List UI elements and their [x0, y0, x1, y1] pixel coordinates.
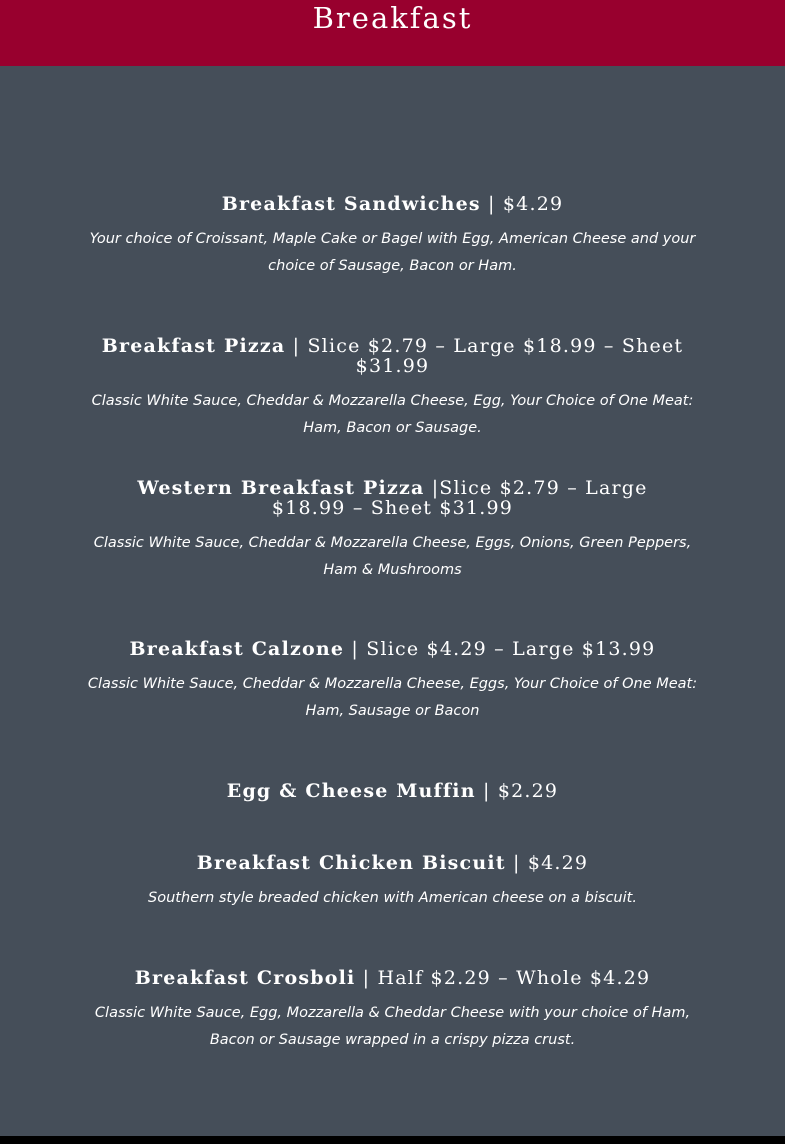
menu-item-title: [98, 781, 688, 801]
menu-item-western-breakfast-pizza: [0, 478, 785, 584]
menu-item-title: [98, 968, 688, 988]
menu-item-name: Western Breakfast Pizza: [137, 477, 425, 499]
menu-item-title: [98, 853, 688, 873]
menu-item-price: | $4.29: [480, 193, 564, 215]
menu-item-breakfast-pizza: [0, 336, 785, 442]
menu-item-title: [98, 639, 688, 659]
page-header: [0, 0, 785, 66]
menu-item-name: Breakfast Calzone: [129, 638, 345, 660]
menu-item-description: Your choice of Croissant, Maple Cake or Bagel with Egg, American Cheese and your choice of Sausage, Bacon or Ham.: [89, 231, 696, 274]
page-title: Breakfast: [312, 1, 473, 35]
menu-item-price: | Slice $4.29 – Large $13.99: [344, 638, 656, 660]
menu-item-description: Classic White Sauce, Egg, Mozzarella & Cheddar Cheese with your choice of Ham, Bacon or Sausage wrapped in a crispy pizza crust.: [94, 1005, 691, 1048]
footer-bar: [0, 1136, 785, 1144]
menu-item-description: Classic White Sauce, Cheddar & Mozzarella Cheese, Eggs, Your Choice of One Meat: Ham, Sausage or Bacon: [87, 676, 698, 719]
menu-item-price: |Slice $2.79 – Large $18.99 – Sheet $31.99: [271, 477, 648, 519]
menu-item-price: | Half $2.29 – Whole $4.29: [355, 967, 651, 989]
menu-item-breakfast-crosboli: [0, 968, 785, 1054]
menu-item-title: [93, 336, 693, 376]
menu-item-breakfast-calzone: [0, 639, 785, 725]
menu-item-breakfast-sandwiches: [0, 194, 785, 280]
menu-item-breakfast-chicken-biscuit: [0, 853, 785, 912]
menu-item-name: Breakfast Sandwiches: [221, 193, 481, 215]
menu-item-description: Classic White Sauce, Cheddar & Mozzarella Cheese, Egg, Your Choice of One Meat: Ham, Bacon or Sausage.: [91, 393, 694, 436]
menu-item-title: [98, 194, 688, 214]
menu-item-price: | $2.29: [475, 780, 559, 802]
menu-item-description: Classic White Sauce, Cheddar & Mozzarella Cheese, Eggs, Onions, Green Peppers, Ham & Mushrooms: [93, 535, 692, 578]
menu-item-title: [103, 478, 683, 518]
menu-item-name: Egg & Cheese Muffin: [226, 780, 476, 802]
menu-item-price: | Slice $2.79 – Large $18.99 – Sheet $31.99: [285, 335, 684, 377]
menu-item-egg-cheese-muffin: [0, 781, 785, 801]
menu-item-name: Breakfast Chicken Biscuit: [196, 852, 506, 874]
menu-item-name: Breakfast Pizza: [101, 335, 286, 357]
menu-item-name: Breakfast Crosboli: [134, 967, 356, 989]
breakfast-menu: [0, 66, 785, 1136]
menu-item-price: | $4.29: [505, 852, 589, 874]
menu-item-description: Southern style breaded chicken with American cheese on a biscuit.: [148, 890, 637, 906]
